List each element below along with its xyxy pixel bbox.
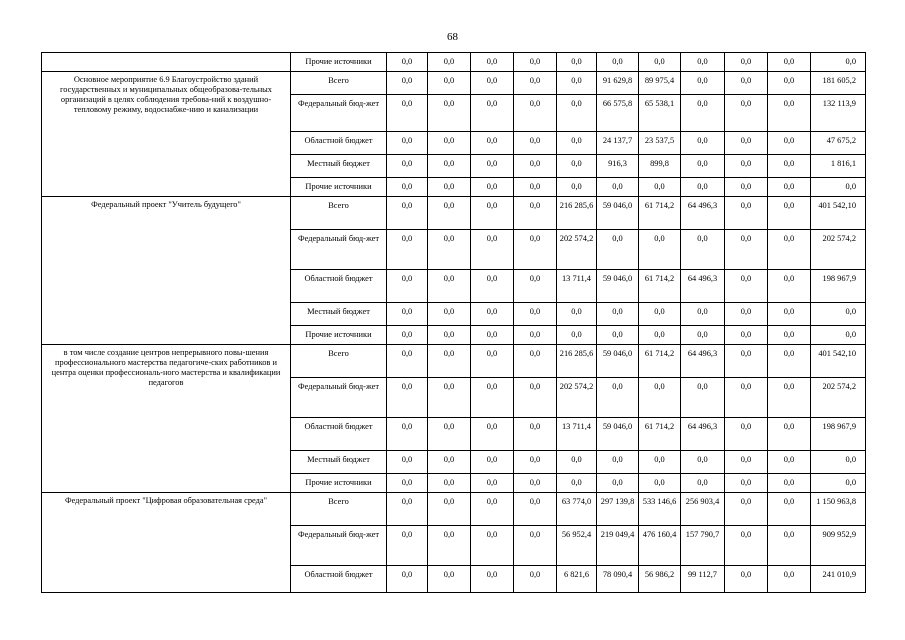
value-cell: 899,8 xyxy=(639,155,681,178)
value-cell: 89 975,4 xyxy=(639,72,681,95)
value-cell: 0,0 xyxy=(557,155,597,178)
value-cell: 0,0 xyxy=(514,493,557,526)
value-cell: 216 285,6 xyxy=(557,345,597,378)
value-cell: 0,0 xyxy=(725,418,768,451)
total-cell: 132 113,9 xyxy=(811,95,866,132)
value-cell: 0,0 xyxy=(681,178,725,197)
value-cell: 0,0 xyxy=(557,53,597,72)
value-cell: 0,0 xyxy=(681,451,725,474)
value-cell: 0,0 xyxy=(681,72,725,95)
table-row xyxy=(42,72,866,95)
page-number: 68 xyxy=(447,31,458,43)
value-cell: 59 046,0 xyxy=(597,270,639,303)
value-cell: 0,0 xyxy=(387,345,428,378)
value-cell: 0,0 xyxy=(514,155,557,178)
total-cell: 0,0 xyxy=(811,178,866,197)
value-cell: 0,0 xyxy=(639,474,681,493)
value-cell: 0,0 xyxy=(768,566,811,593)
value-cell: 0,0 xyxy=(387,526,428,566)
value-cell: 0,0 xyxy=(387,95,428,132)
value-cell: 0,0 xyxy=(639,230,681,270)
value-cell: 0,0 xyxy=(557,303,597,326)
funding-source: Федеральный бюд-жет xyxy=(291,95,387,132)
value-cell: 0,0 xyxy=(471,197,514,230)
total-cell: 198 967,9 xyxy=(811,418,866,451)
funding-source: Федеральный бюд-жет xyxy=(291,378,387,418)
value-cell: 0,0 xyxy=(768,418,811,451)
value-cell: 0,0 xyxy=(639,378,681,418)
value-cell: 533 146,6 xyxy=(639,493,681,526)
value-cell: 0,0 xyxy=(387,132,428,155)
funding-source: Федеральный бюд-жет xyxy=(291,526,387,566)
value-cell: 0,0 xyxy=(471,345,514,378)
value-cell: 0,0 xyxy=(387,474,428,493)
funding-source: Всего xyxy=(291,72,387,95)
value-cell: 0,0 xyxy=(768,326,811,345)
value-cell: 0,0 xyxy=(471,451,514,474)
value-cell: 0,0 xyxy=(428,53,471,72)
funding-source: Федеральный бюд-жет xyxy=(291,230,387,270)
total-cell: 47 675,2 xyxy=(811,132,866,155)
value-cell: 0,0 xyxy=(471,95,514,132)
value-cell: 0,0 xyxy=(514,378,557,418)
funding-source: Областной бюджет xyxy=(291,270,387,303)
value-cell: 0,0 xyxy=(387,493,428,526)
value-cell: 0,0 xyxy=(768,230,811,270)
value-cell: 0,0 xyxy=(428,95,471,132)
value-cell: 157 790,7 xyxy=(681,526,725,566)
value-cell: 0,0 xyxy=(597,53,639,72)
measure-title: Основное мероприятие 6.9 Благоустройство зданий государственных и муниципальных общеобразова-тельных организаций в целях соблюдения требова-ний к воздушно-тепловому режиму, водоснабже-нию и канализации xyxy=(42,72,291,197)
total-cell: 401 542,10 xyxy=(811,197,866,230)
measure-title: Федеральный проект "Цифровая образовательная среда" xyxy=(42,493,291,593)
value-cell: 0,0 xyxy=(514,95,557,132)
total-cell: 401 542,10 xyxy=(811,345,866,378)
value-cell: 0,0 xyxy=(725,72,768,95)
value-cell: 0,0 xyxy=(639,178,681,197)
value-cell: 0,0 xyxy=(428,72,471,95)
value-cell: 0,0 xyxy=(725,53,768,72)
value-cell: 0,0 xyxy=(387,451,428,474)
value-cell: 0,0 xyxy=(768,155,811,178)
value-cell: 0,0 xyxy=(768,378,811,418)
value-cell: 0,0 xyxy=(387,230,428,270)
value-cell: 0,0 xyxy=(428,378,471,418)
value-cell: 0,0 xyxy=(471,378,514,418)
value-cell: 0,0 xyxy=(514,451,557,474)
total-cell: 0,0 xyxy=(811,326,866,345)
measure-title: в том числе создание центров непрерывного повы-шения профессионального мастерства педагогиче-ских работников и центра оценки профессиональ-ного мастерства и квалификации педагогов xyxy=(42,345,291,493)
measure-title xyxy=(42,53,291,72)
value-cell: 0,0 xyxy=(387,197,428,230)
table-row xyxy=(42,493,866,526)
value-cell: 476 160,4 xyxy=(639,526,681,566)
value-cell: 219 049,4 xyxy=(597,526,639,566)
value-cell: 297 139,8 xyxy=(597,493,639,526)
funding-source: Прочие источники xyxy=(291,178,387,197)
value-cell: 202 574,2 xyxy=(557,378,597,418)
value-cell: 0,0 xyxy=(514,326,557,345)
value-cell: 6 821,6 xyxy=(557,566,597,593)
value-cell: 0,0 xyxy=(768,493,811,526)
value-cell: 13 711,4 xyxy=(557,418,597,451)
value-cell: 0,0 xyxy=(428,526,471,566)
value-cell: 0,0 xyxy=(557,72,597,95)
value-cell: 0,0 xyxy=(514,72,557,95)
funding-source: Областной бюджет xyxy=(291,132,387,155)
total-cell: 0,0 xyxy=(811,303,866,326)
value-cell: 0,0 xyxy=(557,474,597,493)
value-cell: 99 112,7 xyxy=(681,566,725,593)
value-cell: 0,0 xyxy=(428,178,471,197)
value-cell: 0,0 xyxy=(725,270,768,303)
value-cell: 0,0 xyxy=(557,95,597,132)
value-cell: 256 903,4 xyxy=(681,493,725,526)
value-cell: 0,0 xyxy=(514,418,557,451)
value-cell: 0,0 xyxy=(639,303,681,326)
value-cell: 0,0 xyxy=(471,303,514,326)
value-cell: 0,0 xyxy=(471,566,514,593)
value-cell: 0,0 xyxy=(428,270,471,303)
total-cell: 241 010,9 xyxy=(811,566,866,593)
value-cell: 0,0 xyxy=(387,303,428,326)
table-row xyxy=(42,197,866,230)
table-row xyxy=(42,53,866,72)
value-cell: 0,0 xyxy=(768,53,811,72)
value-cell: 0,0 xyxy=(597,230,639,270)
value-cell: 0,0 xyxy=(514,197,557,230)
value-cell: 0,0 xyxy=(514,53,557,72)
value-cell: 0,0 xyxy=(428,451,471,474)
value-cell: 0,0 xyxy=(428,155,471,178)
value-cell: 0,0 xyxy=(387,418,428,451)
value-cell: 91 629,8 xyxy=(597,72,639,95)
value-cell: 0,0 xyxy=(387,53,428,72)
value-cell: 0,0 xyxy=(557,132,597,155)
budget-table xyxy=(41,52,866,593)
value-cell: 0,0 xyxy=(471,326,514,345)
value-cell: 916,3 xyxy=(597,155,639,178)
funding-source: Областной бюджет xyxy=(291,418,387,451)
value-cell: 0,0 xyxy=(387,178,428,197)
value-cell: 0,0 xyxy=(681,155,725,178)
total-cell: 181 605,2 xyxy=(811,72,866,95)
value-cell: 0,0 xyxy=(597,303,639,326)
funding-source: Прочие источники xyxy=(291,474,387,493)
funding-source: Местный бюджет xyxy=(291,303,387,326)
value-cell: 0,0 xyxy=(639,326,681,345)
value-cell: 59 046,0 xyxy=(597,345,639,378)
table-row xyxy=(42,345,866,378)
value-cell: 0,0 xyxy=(768,178,811,197)
value-cell: 0,0 xyxy=(514,474,557,493)
total-cell: 1 150 963,8 xyxy=(811,493,866,526)
value-cell: 0,0 xyxy=(768,474,811,493)
funding-source: Областной бюджет xyxy=(291,566,387,593)
value-cell: 0,0 xyxy=(514,303,557,326)
value-cell: 0,0 xyxy=(597,474,639,493)
value-cell: 0,0 xyxy=(725,451,768,474)
value-cell: 0,0 xyxy=(725,230,768,270)
value-cell: 0,0 xyxy=(471,270,514,303)
value-cell: 0,0 xyxy=(768,526,811,566)
value-cell: 0,0 xyxy=(428,230,471,270)
value-cell: 0,0 xyxy=(557,451,597,474)
total-cell: 1 816,1 xyxy=(811,155,866,178)
value-cell: 59 046,0 xyxy=(597,418,639,451)
value-cell: 0,0 xyxy=(387,326,428,345)
value-cell: 0,0 xyxy=(681,53,725,72)
funding-source: Всего xyxy=(291,197,387,230)
value-cell: 0,0 xyxy=(725,378,768,418)
value-cell: 0,0 xyxy=(725,303,768,326)
value-cell: 0,0 xyxy=(768,72,811,95)
value-cell: 0,0 xyxy=(387,72,428,95)
value-cell: 64 496,3 xyxy=(681,197,725,230)
value-cell: 0,0 xyxy=(725,493,768,526)
value-cell: 0,0 xyxy=(725,95,768,132)
value-cell: 0,0 xyxy=(681,326,725,345)
value-cell: 24 137,7 xyxy=(597,132,639,155)
funding-source: Всего xyxy=(291,345,387,378)
value-cell: 0,0 xyxy=(681,132,725,155)
value-cell: 0,0 xyxy=(471,418,514,451)
value-cell: 0,0 xyxy=(597,451,639,474)
value-cell: 0,0 xyxy=(768,451,811,474)
value-cell: 64 496,3 xyxy=(681,345,725,378)
value-cell: 0,0 xyxy=(471,155,514,178)
value-cell: 78 090,4 xyxy=(597,566,639,593)
value-cell: 0,0 xyxy=(768,132,811,155)
value-cell: 0,0 xyxy=(681,95,725,132)
value-cell: 0,0 xyxy=(725,178,768,197)
value-cell: 0,0 xyxy=(597,178,639,197)
measure-title: Федеральный проект "Учитель будущего" xyxy=(42,197,291,345)
value-cell: 0,0 xyxy=(681,230,725,270)
value-cell: 0,0 xyxy=(514,566,557,593)
value-cell: 64 496,3 xyxy=(681,270,725,303)
value-cell: 56 986,2 xyxy=(639,566,681,593)
value-cell: 0,0 xyxy=(428,474,471,493)
value-cell: 0,0 xyxy=(681,303,725,326)
funding-source: Прочие источники xyxy=(291,53,387,72)
value-cell: 0,0 xyxy=(514,526,557,566)
value-cell: 0,0 xyxy=(428,303,471,326)
value-cell: 65 538,1 xyxy=(639,95,681,132)
value-cell: 0,0 xyxy=(471,132,514,155)
value-cell: 0,0 xyxy=(768,303,811,326)
value-cell: 0,0 xyxy=(514,270,557,303)
value-cell: 0,0 xyxy=(428,197,471,230)
value-cell: 0,0 xyxy=(725,155,768,178)
value-cell: 0,0 xyxy=(428,345,471,378)
value-cell: 0,0 xyxy=(768,270,811,303)
value-cell: 61 714,2 xyxy=(639,197,681,230)
value-cell: 0,0 xyxy=(471,72,514,95)
total-cell: 0,0 xyxy=(811,451,866,474)
value-cell: 0,0 xyxy=(639,53,681,72)
value-cell: 0,0 xyxy=(471,178,514,197)
value-cell: 0,0 xyxy=(514,178,557,197)
value-cell: 202 574,2 xyxy=(557,230,597,270)
value-cell: 0,0 xyxy=(428,132,471,155)
value-cell: 0,0 xyxy=(514,132,557,155)
total-cell: 202 574,2 xyxy=(811,230,866,270)
funding-source: Местный бюджет xyxy=(291,451,387,474)
value-cell: 0,0 xyxy=(471,526,514,566)
value-cell: 61 714,2 xyxy=(639,345,681,378)
value-cell: 56 952,4 xyxy=(557,526,597,566)
value-cell: 61 714,2 xyxy=(639,418,681,451)
value-cell: 0,0 xyxy=(768,345,811,378)
value-cell: 13 711,4 xyxy=(557,270,597,303)
total-cell: 0,0 xyxy=(811,53,866,72)
value-cell: 0,0 xyxy=(725,566,768,593)
value-cell: 59 046,0 xyxy=(597,197,639,230)
total-cell: 0,0 xyxy=(811,474,866,493)
value-cell: 0,0 xyxy=(725,132,768,155)
value-cell: 0,0 xyxy=(471,474,514,493)
value-cell: 0,0 xyxy=(428,326,471,345)
value-cell: 0,0 xyxy=(387,270,428,303)
total-cell: 198 967,9 xyxy=(811,270,866,303)
value-cell: 0,0 xyxy=(428,493,471,526)
funding-source: Прочие источники xyxy=(291,326,387,345)
funding-source: Всего xyxy=(291,493,387,526)
value-cell: 0,0 xyxy=(471,230,514,270)
value-cell: 0,0 xyxy=(681,378,725,418)
value-cell: 0,0 xyxy=(768,95,811,132)
value-cell: 0,0 xyxy=(725,197,768,230)
value-cell: 0,0 xyxy=(387,155,428,178)
total-cell: 202 574,2 xyxy=(811,378,866,418)
value-cell: 0,0 xyxy=(725,474,768,493)
value-cell: 0,0 xyxy=(557,178,597,197)
value-cell: 0,0 xyxy=(514,230,557,270)
value-cell: 23 537,5 xyxy=(639,132,681,155)
value-cell: 0,0 xyxy=(725,526,768,566)
value-cell: 0,0 xyxy=(428,566,471,593)
value-cell: 0,0 xyxy=(387,566,428,593)
value-cell: 0,0 xyxy=(681,474,725,493)
value-cell: 0,0 xyxy=(597,326,639,345)
value-cell: 0,0 xyxy=(471,53,514,72)
value-cell: 64 496,3 xyxy=(681,418,725,451)
value-cell: 0,0 xyxy=(725,345,768,378)
value-cell: 0,0 xyxy=(514,345,557,378)
value-cell: 0,0 xyxy=(428,418,471,451)
value-cell: 216 285,6 xyxy=(557,197,597,230)
value-cell: 66 575,8 xyxy=(597,95,639,132)
value-cell: 0,0 xyxy=(387,378,428,418)
total-cell: 909 952,9 xyxy=(811,526,866,566)
value-cell: 0,0 xyxy=(557,326,597,345)
funding-source: Местный бюджет xyxy=(291,155,387,178)
value-cell: 0,0 xyxy=(725,326,768,345)
value-cell: 0,0 xyxy=(639,451,681,474)
value-cell: 0,0 xyxy=(471,493,514,526)
value-cell: 61 714,2 xyxy=(639,270,681,303)
value-cell: 0,0 xyxy=(768,197,811,230)
value-cell: 63 774,0 xyxy=(557,493,597,526)
value-cell: 0,0 xyxy=(597,378,639,418)
